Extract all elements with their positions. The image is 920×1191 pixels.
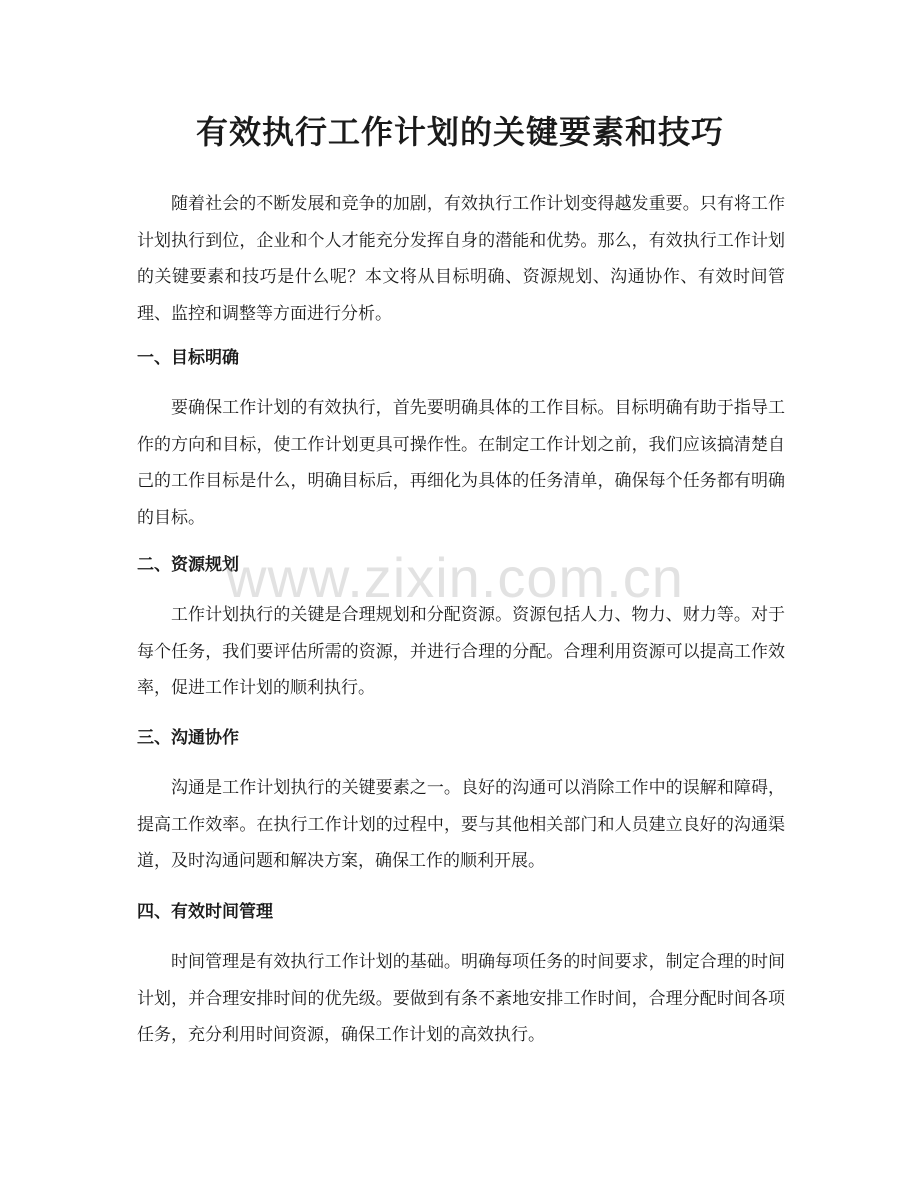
- watermark-text: www.zixin.com.cn: [226, 546, 684, 609]
- section-body-goals: 要确保工作计划的有效执行，首先要明确具体的工作目标。目标明确有助于指导工作的方向和目标，使工作计划更具可操作性。在制定工作计划之前，我们应该搞清楚自己的工作目标是什么，明确目标后，再细化为具体的任务清单，确保每个任务都有明确的目标。: [137, 398, 785, 528]
- section-body-resources: 工作计划执行的关键是合理规划和分配资源。资源包括人力、物力、财力等。对于每个任务，我们要评估所需的资源，并进行合理的分配。合理利用资源可以提高工作效率，促进工作计划的顺利执行。: [137, 605, 785, 698]
- intro-paragraph: 随着社会的不断发展和竞争的加剧，有效执行工作计划变得越发重要。只有将工作计划执行到位，企业和个人才能充分发挥自身的潜能和优势。那么，有效执行工作计划的关键要素和技巧是什么呢？本文将从目标明确、资源规划、沟通协作、有效时间管理、监控和调整等方面进行分析。: [137, 194, 785, 324]
- section-heading-goals: 一、目标明确: [137, 348, 239, 368]
- section-heading-communication: 三、沟通协作: [137, 728, 239, 748]
- section-body-time-management: 时间管理是有效执行工作计划的基础。明确每项任务的时间要求，制定合理的时间计划，并合理安排时间的优先级。要做到有条不紊地安排工作时间，合理分配时间各项任务，充分利用时间资源，确保工作计划的高效执行。: [137, 952, 785, 1045]
- page-title: 有效执行工作计划的关键要素和技巧: [195, 113, 724, 151]
- section-heading-resources: 二、资源规划: [137, 555, 239, 575]
- section-heading-time-management: 四、有效时间管理: [137, 902, 273, 922]
- section-body-communication: 沟通是工作计划执行的关键要素之一。良好的沟通可以消除工作中的误解和障碍，提高工作效率。在执行工作计划的过程中，要与其他相关部门和人员建立良好的沟通渠道，及时沟通问题和解决方案，确保工作的顺利开展。: [137, 778, 785, 871]
